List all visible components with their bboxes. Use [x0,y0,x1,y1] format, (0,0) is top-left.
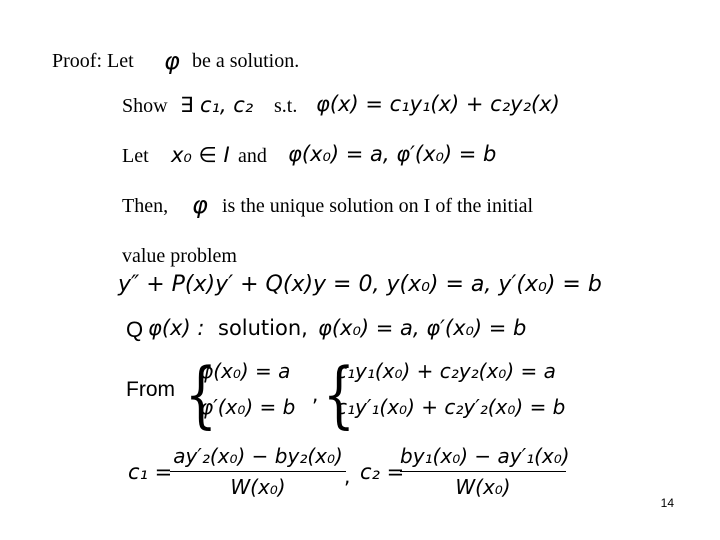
c2-numerator: by₁(x₀) − ay′₁(x₀) [400,444,570,468]
phi-symbol: φ [164,47,180,75]
initial-conditions: φ(x₀) = a, φ′(x₀) = b [288,142,497,166]
and-word: and [238,145,267,167]
c-comma: , [344,464,351,488]
solution-word: solution, [218,316,308,340]
exists-constants: ∃ c₁, c₂ [180,93,254,117]
c2-fraction-bar [400,471,566,472]
c2-fraction [400,444,570,499]
c1-fraction-bar [170,471,346,472]
from-comma: , [312,382,319,406]
c1-denominator: W(x₀) [230,475,286,499]
c2-denominator: W(x₀) [455,475,511,499]
proof-rest: be a solution. [192,50,300,72]
left-eq-2: φ′(x₀) = b [200,395,296,419]
right-brace: { [322,352,355,436]
from-label: From [126,378,175,401]
proof-label: Proof: Let [52,50,134,72]
then-label: Then, [122,195,169,217]
c2-label: c₂ = [360,460,405,484]
left-brace: { [184,352,217,436]
phi-symbol-then: φ [192,191,208,219]
right-eq-1: c₁y₁(x₀) + c₂y₂(x₀) = a [336,359,556,383]
right-eq-2: c₁y′₁(x₀) + c₂y′₂(x₀) = b [336,395,566,419]
page-number: 14 [660,496,674,510]
left-eq-1: φ(x₀) = a [200,359,291,383]
let-label: Let [122,145,149,167]
show-label: Show [122,95,168,117]
q-conditions: φ(x₀) = a, φ′(x₀) = b [318,316,527,340]
uniqueness-statement: is the unique solution on I of the initial [222,195,534,217]
c1-label: c₁ = [128,460,173,484]
solution-combination: φ(x) = c₁y₁(x) + c₂y₂(x) [316,92,560,116]
such-that: s.t. [274,95,298,117]
value-problem-text: value problem [122,245,237,267]
x0-membership: x₀ ∈ I [171,143,230,167]
ivp-equation: y″ + P(x)y′ + Q(x)y = 0, y(x₀) = a, y′(x₀) = b [118,272,602,297]
q-symbol: Q [126,317,144,342]
c1-numerator: ay′₂(x₀) − by₂(x₀) [173,444,343,468]
phi-x-label: φ(x) : [148,316,205,340]
c1-fraction [170,444,346,499]
